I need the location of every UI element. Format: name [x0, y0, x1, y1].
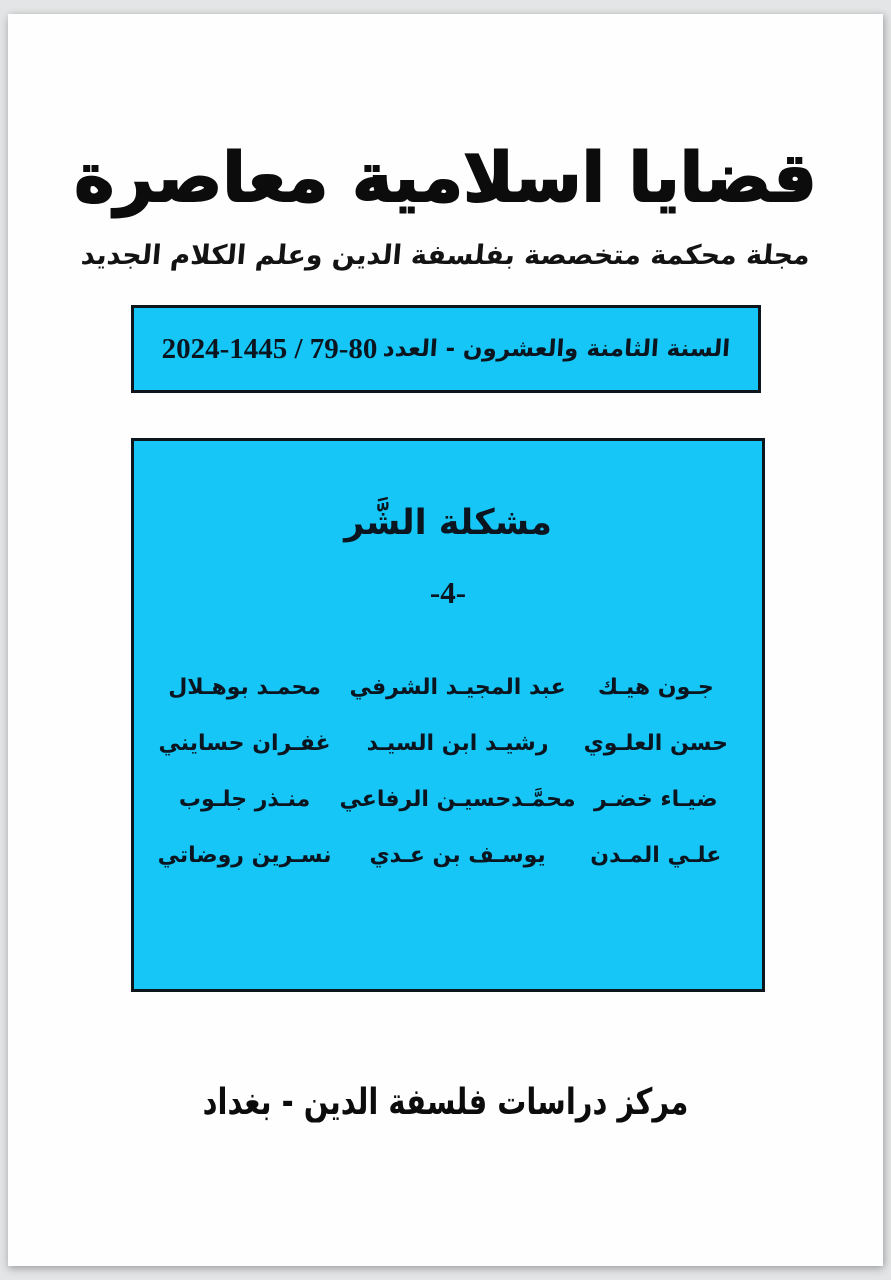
issue-banner — [131, 305, 761, 393]
author-name: يوسـف بن عـدي — [369, 843, 546, 868]
author-name: محمَّـدحسيـن الرفاعي — [339, 787, 576, 812]
author-name: جـون هيـك — [597, 675, 714, 700]
author-name: نسـرين روضاتي — [157, 843, 332, 868]
author-name: غفـران حسايني — [158, 731, 331, 756]
author-name: منـذر جلـوب — [178, 787, 311, 812]
issue-contents-box — [131, 438, 765, 992]
author-name: حسن العلـوي — [583, 731, 728, 756]
journal-subtitle: مجلة محكمة متخصصة بفلسفة الدين وعلم الكلام الجديد — [79, 240, 812, 271]
issue-banner-arabic-text: السنة الثامنة والعشرون - العدد — [382, 336, 732, 362]
publisher-line: مركز دراسات فلسفة الدين - بغداد — [202, 1080, 689, 1123]
magazine-cover-page — [8, 14, 883, 1266]
author-name: علـي المـدن — [590, 843, 722, 868]
author-name: عبد المجيـد الشرفي — [349, 675, 566, 700]
author-name: محمـد بوهـلال — [168, 675, 321, 700]
author-name: رشيـد ابن السيـد — [366, 731, 549, 756]
issue-part-number: -4- — [429, 575, 467, 610]
authors-grid — [134, 675, 762, 868]
issue-theme-title: مشكلة الشَّر — [344, 503, 552, 543]
author-name: ضيـاء خضـر — [593, 787, 718, 812]
journal-title: قضايا اسلامية معاصرة — [74, 139, 817, 218]
issue-banner-numbers: 2024-1445 / 79-80 — [161, 332, 378, 365]
